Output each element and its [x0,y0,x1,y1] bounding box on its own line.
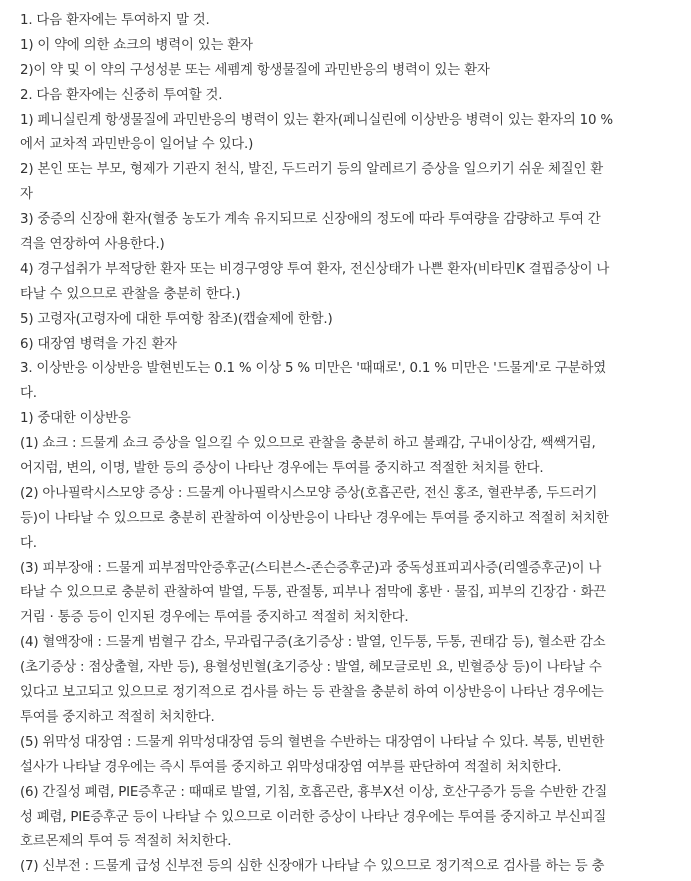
text-line: 1) 페니실린계 항생물질에 과민반응의 병력이 있는 환자(페니실린에 이상반응 병력이 있는 환자의 10 % [20,112,613,128]
text-line: (7) 신부전 : 드물게 급성 신부전 등의 심한 신장애가 나타날 수 있으므로 정기적으로 검사를 하는 등 충 [20,859,605,875]
text-line: 거림 · 통증 등이 인지된 경우에는 투여를 중지하고 적절히 처치한다. [20,610,409,626]
text-line: 1) 이 약에 의한 쇼크의 병력이 있는 환자 [20,37,253,53]
text-line: (2) 아나필락시스모양 증상 : 드물게 아나필락시스모양 증상(호흡곤란, 전신 홍조, 혈관부종, 두드러기 [20,485,598,501]
text-line: 다. [20,535,37,551]
text-line: (1) 쇼크 : 드물게 쇼크 증상을 일으킬 수 있으므로 관찰을 충분히 하고 불쾌감, 구내이상감, 쌕쌕거림, [20,436,596,452]
text-line: 2. 다음 환자에는 신중히 투여할 것. [20,87,223,103]
text-line: (초기증상 : 점상출혈, 자반 등), 용혈성빈혈(초기증상 : 발열, 헤모글로빈 요, 빈혈증상 등)이 나타날 수 [20,660,602,676]
text-line: 설사가 나타날 경우에는 즉시 투여를 중지하고 위막성대장염 여부를 판단하여 적절히 처치한다. [20,759,562,775]
text-line: 1. 다음 환자에는 투여하지 말 것. [20,13,210,28]
text-line: 등)이 나타날 수 있으므로 충분히 관찰하여 이상반응이 나타난 경우에는 투여를 중지하고 적절히 처치한 [20,510,609,526]
text-line: 어지럼, 변의, 이명, 발한 등의 증상이 나타난 경우에는 투여를 중지하고 적절한 처치를 한다. [20,461,544,477]
text-line: 6) 대장염 병력을 가진 환자 [20,336,177,352]
text-line: 다. [20,386,37,402]
text-line: 4) 경구섭취가 부적당한 환자 또는 비경구영양 투여 환자, 전신상태가 나쁜 환자(비타민K 결핍증상이 나 [20,261,610,277]
text-line: 투여를 중지하고 적절히 처치한다. [20,709,215,725]
text-line: 있다고 보고되고 있으므로 정기적으로 검사를 하는 등 관찰을 충분히 하여 이상반응이 나타난 경우에는 [20,685,604,701]
text-line: (3) 피부장애 : 드물게 피부점막안증후군(스티븐스-존슨증후군)과 중독성표피괴사증(리엘증후군)이 나 [20,560,602,576]
text-line: 성 폐렴, PIE증후군 등이 나타날 수 있으므로 이러한 증상이 나타난 경우에는 투여를 중지하고 부신피질 [20,809,607,825]
text-line: 에서 교차적 과민반응이 일어날 수 있다.) [20,137,254,153]
text-line: 2)이 약 및 이 약의 구성성분 또는 세펨계 항생물질에 과민반응의 병력이 있는 환자 [20,62,490,78]
text-line: 5) 고령자(고령자에 대한 투여항 참조)(캡슐제에 한함.) [20,311,333,327]
text-line: (5) 위막성 대장염 : 드물게 위막성대장염 등의 혈변을 수반하는 대장염이 나타날 수 있다. 복통, 빈번한 [20,734,605,750]
text-line: 2) 본인 또는 부모, 형제가 기관지 천식, 발진, 두드러기 등의 알레르기 증상을 일으키기 쉬운 체질인 환 [20,162,604,178]
text-line: 타날 수 있으므로 관찰을 충분히 한다.) [20,286,241,302]
text-line: 격을 연장하여 사용한다.) [20,237,165,253]
text-line: 호르몬제의 투여 등 적절히 처치한다. [20,834,232,850]
text-line: (6) 간질성 폐렴, PIE증후군 : 때때로 발열, 기침, 호흡곤란, 흉부X선 이상, 호산구증가 등을 수반한 간질 [20,784,608,800]
text-line: 1) 중대한 이상반응 [20,411,131,427]
text-line: 타날 수 있으므로 충분히 관찰하여 발열, 두통, 관절통, 피부나 점막에 홍반 · 물집, 피부의 긴장감 · 화끈 [20,585,606,601]
text-line: 자 [20,187,33,203]
text-line: 3) 중증의 신장애 환자(혈중 농도가 계속 유지되므로 신장애의 정도에 따라 투여량을 감량하고 투여 간 [20,212,601,228]
text-line: 3. 이상반응 이상반응 발현빈도는 0.1 % 이상 5 % 미만은 '때때로', 0.1 % 미만은 '드물게'로 구분하였 [20,361,607,377]
text-line: (4) 혈액장애 : 드물게 범혈구 감소, 무과립구증(초기증상 : 발열, 인두통, 두통, 권태감 등), 혈소판 감소 [20,635,606,651]
